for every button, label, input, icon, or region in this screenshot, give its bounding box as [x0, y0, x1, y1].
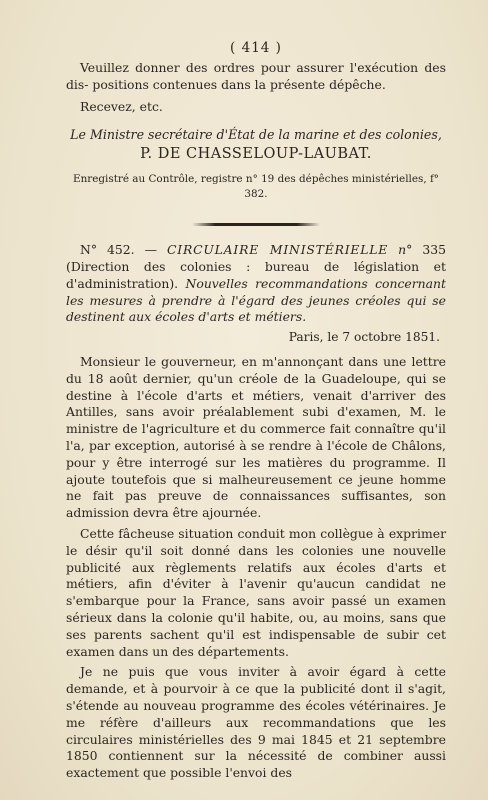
body-paragraph-3: Je ne puis que vous inviter à avoir égard à cette demande, et à pourvoir à ce que la publicité dont il s'agit, s'étende au nouveau programme des écoles vétérinaires. Je me réfère d'ailleurs aux recommandations que les circulaires ministérielles des 9 mai 1845 et 21 septembre 1850 contiennent sur la nécessité de combiner aussi exactement que possible l'envoi des	[66, 664, 446, 781]
circular-heading	[66, 242, 446, 326]
circular-ref-number: 335	[422, 242, 446, 258]
circular-direction: (Direction des colonies : bureau de législation et d'administration).	[66, 258, 446, 291]
signature-name: P. DE CHASSELOUP-LAUBAT.	[140, 146, 372, 163]
circular-type: CIRCULAIRE MINISTÉRIELLE	[167, 242, 389, 258]
intro-line-1: Veuillez donner des ordres pour assurer l'exécution des dis-	[66, 60, 446, 92]
registration-note: Enregistré au Contrôle, registre n° 19 des dépêches ministérielles, f° 382.	[73, 173, 439, 201]
body-paragraph-1: Monsieur le gouverneur, en m'annonçant dans une lettre du 18 août dernier, qu'un créole de la Guadeloupe, qui se destine à l'école d'arts et métiers, venait d'arriver des Antilles, sans avoir préalablement subi d'examen, M. le ministre de l'agriculture et du commerce fait connaître qu'il l'a, par exception, autorisé à se rendre à l'école de Châlons, pour y être interrogé sur les matières du programme. Il ajoute toutefois que si malheureusement ce jeune homme ne fait pas preuve de connaissances suffisantes, son admission devra être ajournée.	[66, 353, 446, 521]
circular-number: N° 452. —	[80, 242, 167, 258]
circular-ref-prefix: n°	[388, 242, 423, 258]
closing-formula: Recevez, etc.	[80, 98, 163, 114]
body-paragraph-2: Cette fâcheuse situation conduit mon collègue à exprimer le désir qu'il soit donné dans les colonies une nouvelle publicité aux règlements relatifs aux écoles d'arts et métiers, afin d'éviter à l'avenir qu'aucun candidat ne s'embarque pour la France, sans avoir passé un examen sérieux dans la colonie qu'il habite, ou, au moins, sans que ses parents sachent qu'il est indispensable de subir cet examen dans un des départements.	[66, 525, 446, 659]
intro-line-2: positions contenues dans la présente dépêche.	[92, 76, 386, 92]
section-divider	[192, 223, 320, 226]
letter-date: Paris, le 7 octobre 1851.	[288, 330, 440, 345]
intro-paragraph	[66, 60, 446, 94]
page-number: ( 414 )	[230, 40, 282, 56]
circular-subject: Nouvelles recommandations concernant les mesures à prendre à l'égard des jeunes créoles qui se destinent aux écoles d'arts et métiers.	[66, 275, 447, 325]
signature-title: Le Ministre secrétaire d'État de la marine et des colonies,	[70, 127, 442, 143]
